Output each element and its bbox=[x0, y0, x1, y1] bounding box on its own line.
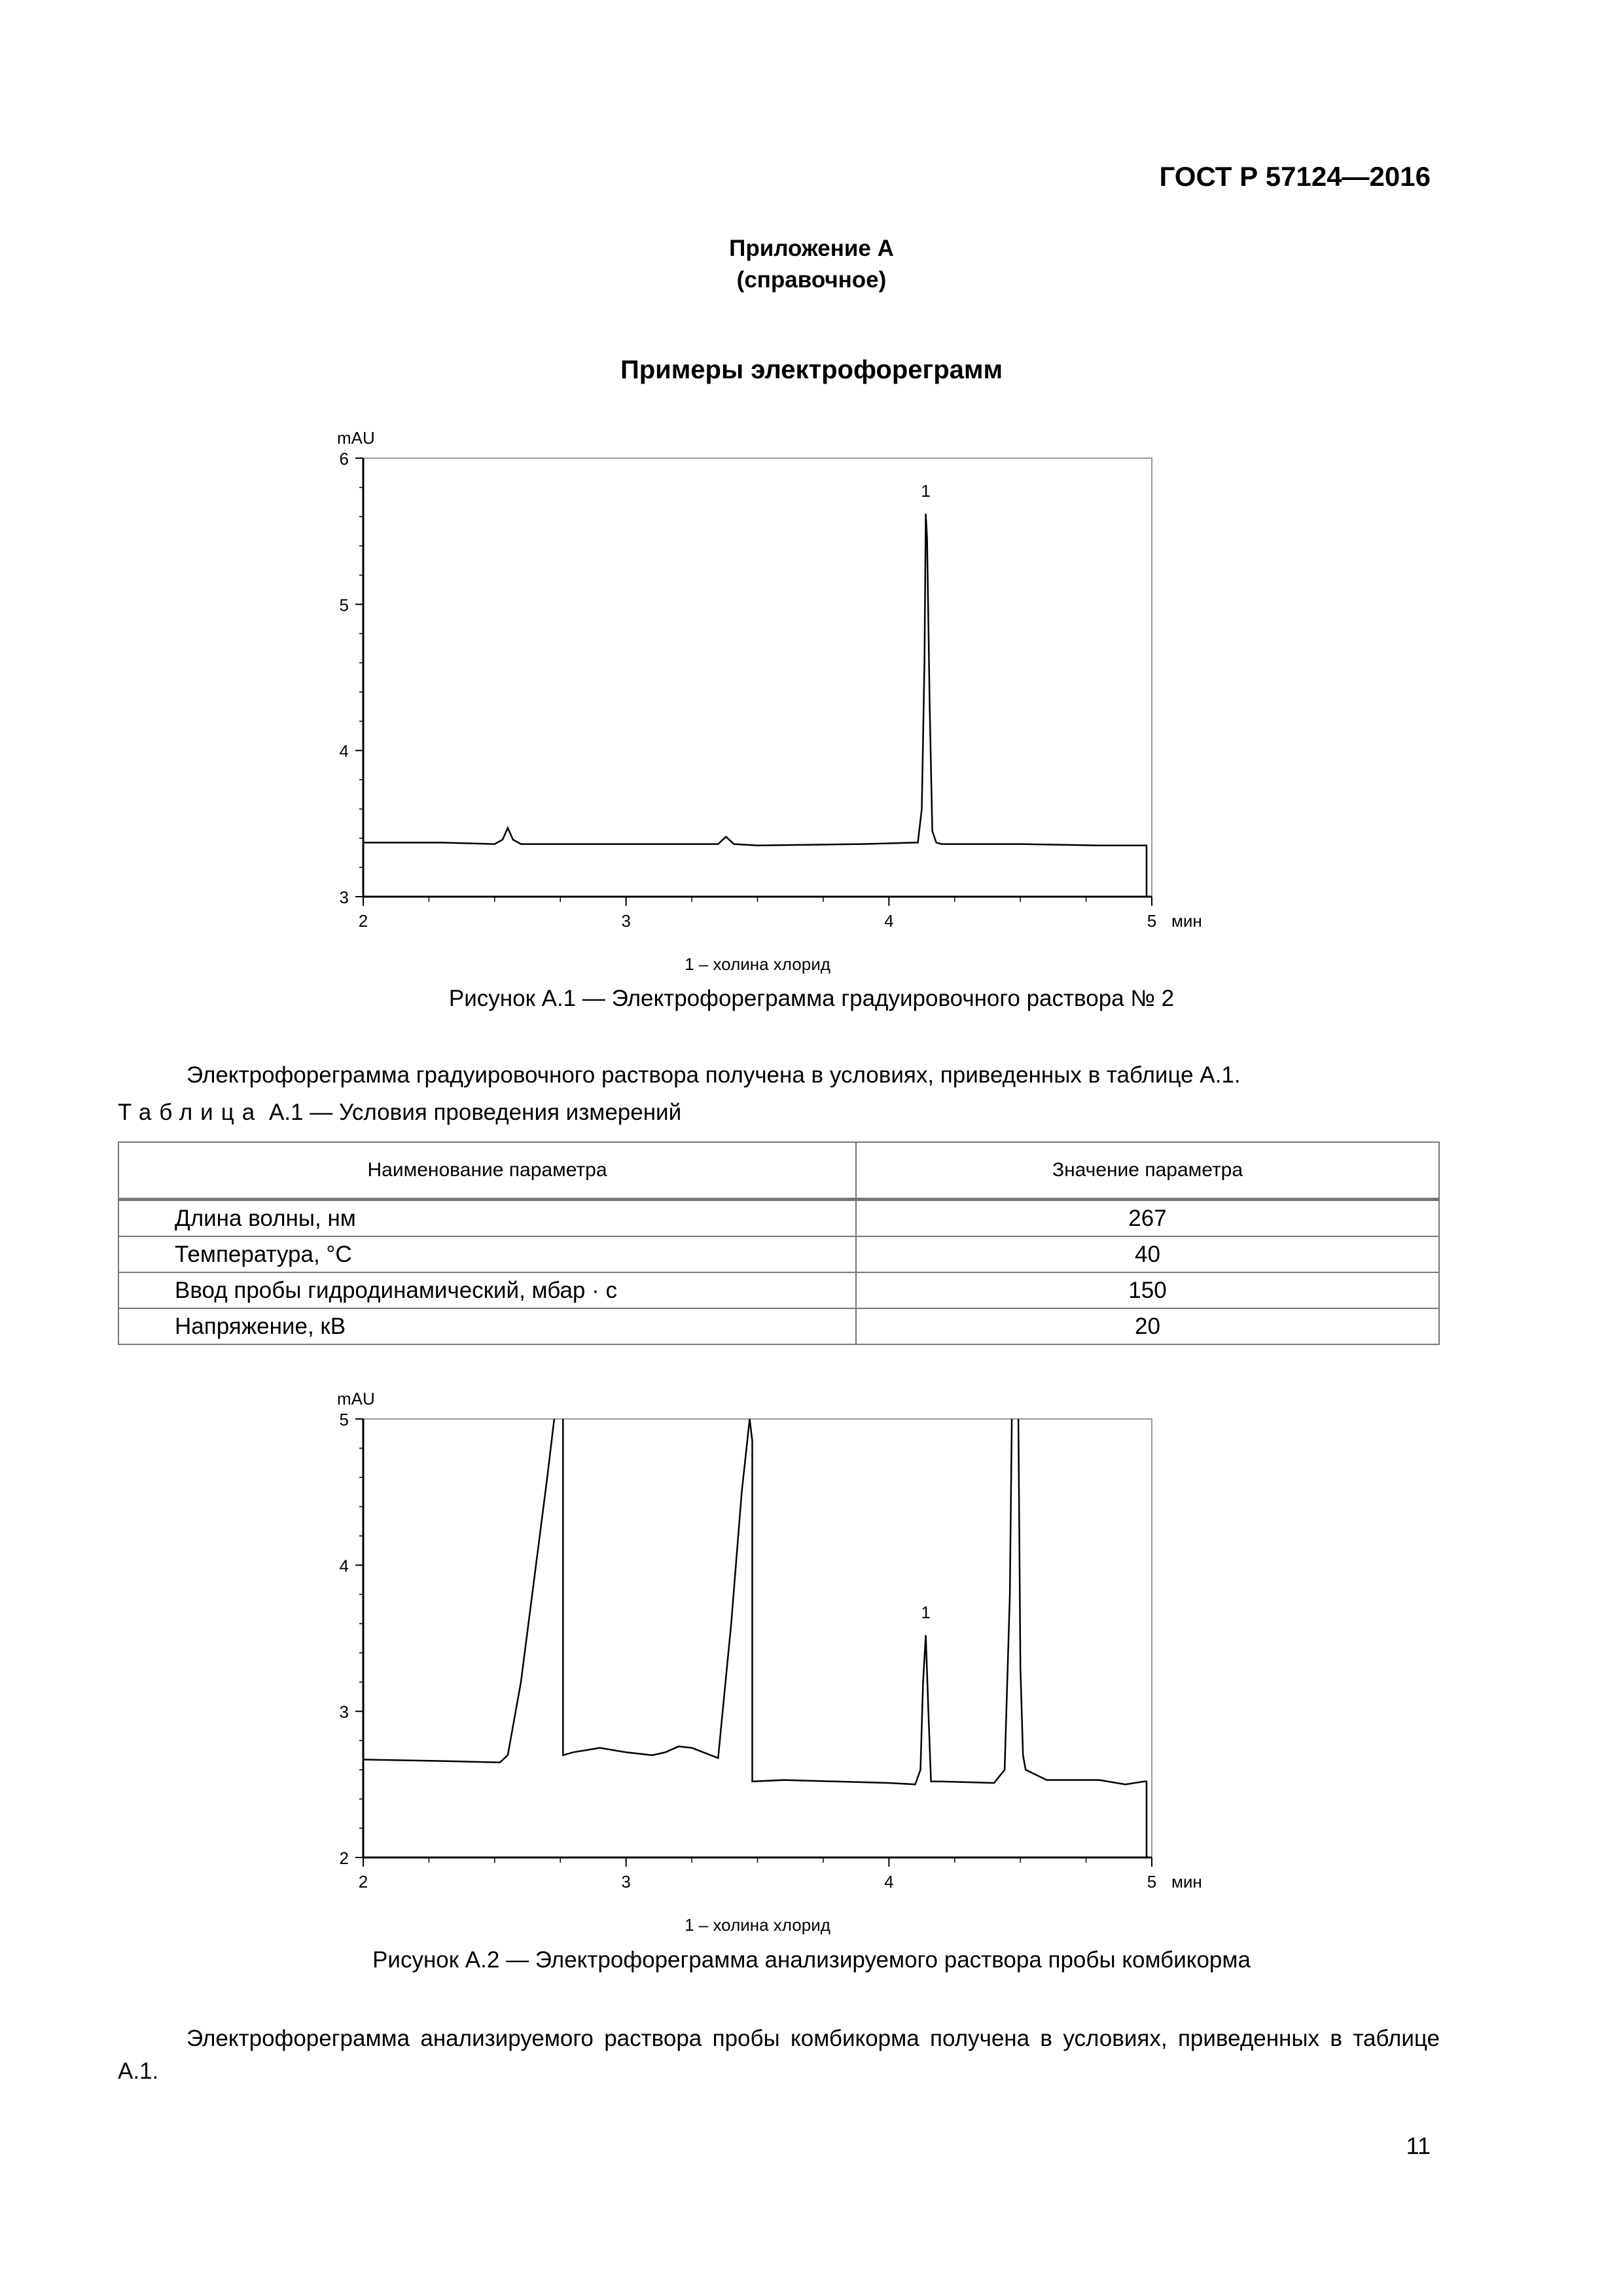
figure-2-chart bbox=[314, 1380, 1243, 1943]
figure-1-caption: Рисунок А.1 — Электрофореграмма градуировочного раствора № 2 bbox=[448, 986, 1175, 1011]
table-row bbox=[118, 1308, 1439, 1344]
page-number: 11 bbox=[1406, 2132, 1431, 2159]
y-tick-label: 3 bbox=[339, 1702, 349, 1722]
figure-legend: 1 – холина хлорид bbox=[685, 954, 830, 974]
y-tick-label: 4 bbox=[339, 1556, 349, 1576]
series-line bbox=[363, 514, 1147, 897]
table-caption-label: Таблица bbox=[118, 1100, 263, 1125]
figure-legend: 1 – холина хлорид bbox=[685, 1915, 830, 1935]
table-row bbox=[118, 1236, 1439, 1272]
table-row bbox=[118, 1200, 1439, 1237]
y-axis-label: mAU bbox=[337, 1389, 375, 1408]
peak-label: 1 bbox=[921, 1602, 931, 1623]
x-tick-label: 3 bbox=[621, 1872, 631, 1892]
parameters-table bbox=[118, 1141, 1440, 1345]
x-axis-label: мин bbox=[1171, 911, 1202, 931]
x-tick-label: 3 bbox=[621, 911, 631, 931]
y-tick-label: 3 bbox=[339, 888, 349, 907]
x-axis-label: мин bbox=[1171, 1872, 1202, 1892]
x-tick-label: 5 bbox=[1147, 1872, 1157, 1892]
paragraph-2: Электрофореграмма анализируемого раствора пробы комбикорма получена в условиях, приведенных в таблице А.1. bbox=[118, 2026, 1440, 2084]
y-tick-label: 6 bbox=[339, 449, 349, 469]
appendix-status: (справочное) bbox=[736, 267, 887, 293]
x-tick-label: 2 bbox=[358, 1872, 368, 1892]
x-tick-label: 2 bbox=[358, 911, 368, 931]
parameter-value: 40 bbox=[856, 1236, 1439, 1272]
y-axis-label: mAU bbox=[337, 428, 375, 448]
y-tick-label: 4 bbox=[339, 741, 349, 761]
y-tick-label: 5 bbox=[339, 1410, 349, 1429]
plot-frame bbox=[363, 458, 1152, 897]
parameter-value: 20 bbox=[856, 1308, 1439, 1344]
y-tick-label: 2 bbox=[339, 1848, 349, 1868]
section-title: Примеры электрофореграмм bbox=[620, 355, 1003, 384]
x-tick-label: 5 bbox=[1147, 911, 1157, 931]
peak-label: 1 bbox=[921, 480, 931, 501]
standard-number: ГОСТ Р 57124—2016 bbox=[1159, 161, 1431, 192]
figure-1-chart bbox=[314, 419, 1243, 982]
parameter-name: Температура, °С bbox=[118, 1236, 856, 1272]
plot-frame bbox=[363, 1419, 1152, 1857]
parameter-value: 150 bbox=[856, 1272, 1439, 1308]
series-line bbox=[363, 1346, 1147, 1857]
figure-2-caption: Рисунок А.2 — Электрофореграмма анализируемого раствора пробы комбикорма bbox=[372, 1947, 1251, 1973]
parameter-name: Ввод пробы гидродинамический, мбар · с bbox=[118, 1272, 856, 1308]
column-header-value: Значение параметра bbox=[856, 1142, 1439, 1200]
parameter-name: Напряжение, кВ bbox=[118, 1308, 856, 1344]
table-row bbox=[118, 1272, 1439, 1308]
paragraph-1: Электрофореграмма градуировочного раствора получена в условиях, приведенных в таблице А.1. bbox=[187, 1062, 1241, 1088]
x-tick-label: 4 bbox=[884, 911, 894, 931]
parameter-value: 267 bbox=[856, 1200, 1439, 1237]
column-header-name: Наименование параметра bbox=[118, 1142, 856, 1200]
x-tick-label: 4 bbox=[884, 1872, 894, 1892]
table-caption-text: А.1 — Условия проведения измерений bbox=[268, 1100, 682, 1125]
y-tick-label: 5 bbox=[339, 595, 349, 615]
appendix-title: Приложение А bbox=[729, 236, 894, 261]
parameter-name: Длина волны, нм bbox=[118, 1200, 856, 1237]
table-caption bbox=[118, 1100, 681, 1126]
